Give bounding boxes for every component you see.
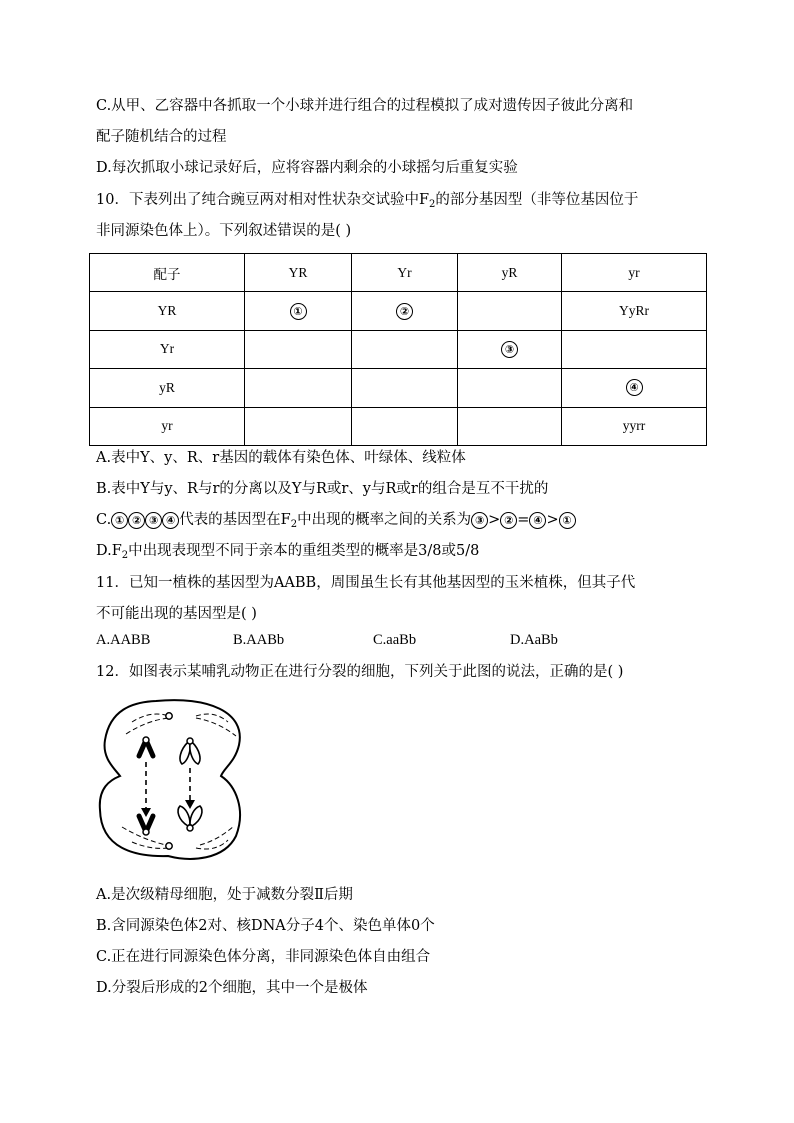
option-text: 中出现的概率之间的关系为 [297, 512, 472, 528]
centromere-dark-bottom [143, 829, 149, 835]
table-header-cell: Yr [352, 254, 458, 292]
circled-number-2: ② [128, 512, 145, 529]
q10-stem-line2: 非同源染色体上）。下列叙述错误的是( ) [96, 223, 352, 239]
q12-option-b: B.含同源染色体2对、核DNA分子4个、染色单体0个 [96, 918, 435, 934]
greater-than: > [488, 512, 501, 528]
table-row [90, 292, 707, 330]
circled-number-4: ④ [626, 379, 643, 396]
table-cell [352, 407, 458, 445]
table-cell [562, 369, 707, 407]
q12-option-a: A.是次级精母细胞，处于减数分裂Ⅱ后期 [96, 887, 353, 903]
chromosome-light-top [180, 742, 200, 764]
spindle-top [126, 714, 236, 736]
greater-than: > [546, 512, 559, 528]
table-cell: YyRr [562, 292, 707, 330]
table-header-cell: YR [245, 254, 352, 292]
genotype-table [89, 253, 707, 446]
equals: = [517, 512, 530, 528]
option-text: 中出现表现型不同于亲本的重组类型的概率是3/8或5/8 [128, 543, 480, 559]
circled-number-3: ③ [471, 512, 488, 529]
circled-number-2: ② [500, 512, 517, 529]
table-cell: yR [90, 369, 245, 407]
q10-stem-line1 [96, 190, 638, 215]
q11-option-d: D.AaBb [510, 632, 558, 648]
option-text: 代表的基因型在F [179, 512, 291, 528]
q10-stem-part2: 的部分基因型（非等位基因位于 [435, 192, 639, 208]
q9-option-c-line1: C.从甲、乙容器中各抓取一个小球并进行组合的过程模拟了成对遗传因子彼此分离和 [96, 98, 634, 114]
q9-option-c-line2: 配子随机结合的过程 [96, 129, 227, 145]
q11-option-c: C.aaBb [373, 632, 417, 648]
table-cell: yyrr [562, 407, 707, 445]
table-cell [245, 330, 352, 368]
table-cell [562, 330, 707, 368]
table-cell [352, 292, 458, 330]
cell-membrane [100, 700, 240, 859]
table-cell: YR [90, 292, 245, 330]
table-cell [352, 330, 458, 368]
table-row [90, 330, 707, 368]
q12-stem: 12．如图表示某哺乳动物正在进行分裂的细胞，下列关于此图的说法，正确的是( ) [96, 664, 624, 680]
circled-number-2: ② [396, 303, 413, 320]
arrowhead-right [185, 800, 195, 809]
q11-option-b: B.AABb [233, 632, 285, 648]
subscript: 2 [121, 550, 129, 561]
q10-option-c [96, 510, 576, 535]
option-letter: C. [96, 512, 112, 528]
circled-number-4: ④ [529, 512, 546, 529]
spindle-bottom [122, 826, 234, 849]
q10-stem-part1: 10．下表列出了纯合豌豆两对相对性状杂交试验中F [96, 192, 430, 208]
circled-number-3: ③ [145, 512, 162, 529]
circled-number-1: ① [559, 512, 576, 529]
subscript: 2 [290, 519, 298, 530]
dividing-cell-diagram [96, 690, 256, 866]
table-cell [245, 292, 352, 330]
table-cell [458, 369, 562, 407]
table-cell: Yr [90, 330, 245, 368]
circled-number-1: ① [111, 512, 128, 529]
subscript: 2 [429, 199, 436, 210]
q11-option-a: A.AABB [96, 632, 151, 648]
table-header-cell: 配子 [90, 254, 245, 292]
centromere-light-top [187, 738, 193, 744]
table-cell: yr [90, 407, 245, 445]
q10-option-a: A.表中Y、y、R、r基因的载体有染色体、叶绿体、线粒体 [96, 450, 466, 466]
table-cell [458, 330, 562, 368]
q11-stem-line1: 11．已知一植株的基因型为AABB，周围虽生长有其他基因型的玉米植株，但其子代 [96, 575, 636, 591]
table-cell [458, 407, 562, 445]
centrosome-bottom [166, 843, 172, 849]
centromere-light-bottom [187, 825, 193, 831]
q12-option-c: C.正在进行同源染色体分离，非同源染色体自由组合 [96, 949, 431, 965]
table-cell [352, 369, 458, 407]
centromere-dark-top [143, 737, 149, 743]
arrowhead-left [141, 808, 151, 817]
q12-option-d: D.分裂后形成的2个细胞，其中一个是极体 [96, 980, 368, 996]
q9-option-d: D.每次抓取小球记录好后，应将容器内剩余的小球摇匀后重复实验 [96, 160, 518, 176]
table-cell [245, 407, 352, 445]
table-row [90, 369, 707, 407]
q11-stem-line2: 不可能出现的基因型是( ) [96, 606, 257, 622]
table-cell [458, 292, 562, 330]
table-cell [245, 369, 352, 407]
q10-option-b: B.表中Y与y、R与r的分离以及Y与R或r、y与R或r的组合是互不干扰的 [96, 481, 549, 497]
option-text: D.F [96, 543, 122, 559]
circled-number-3: ③ [501, 341, 518, 358]
centrosome-top [166, 713, 172, 719]
table-header-cell: yR [458, 254, 562, 292]
table-row [90, 407, 707, 445]
table-header-cell: yr [562, 254, 707, 292]
circled-number-4: ④ [162, 512, 179, 529]
table-header-row [90, 254, 707, 292]
q10-option-d [96, 541, 479, 566]
circled-number-1: ① [290, 303, 307, 320]
q11-options [96, 632, 696, 652]
